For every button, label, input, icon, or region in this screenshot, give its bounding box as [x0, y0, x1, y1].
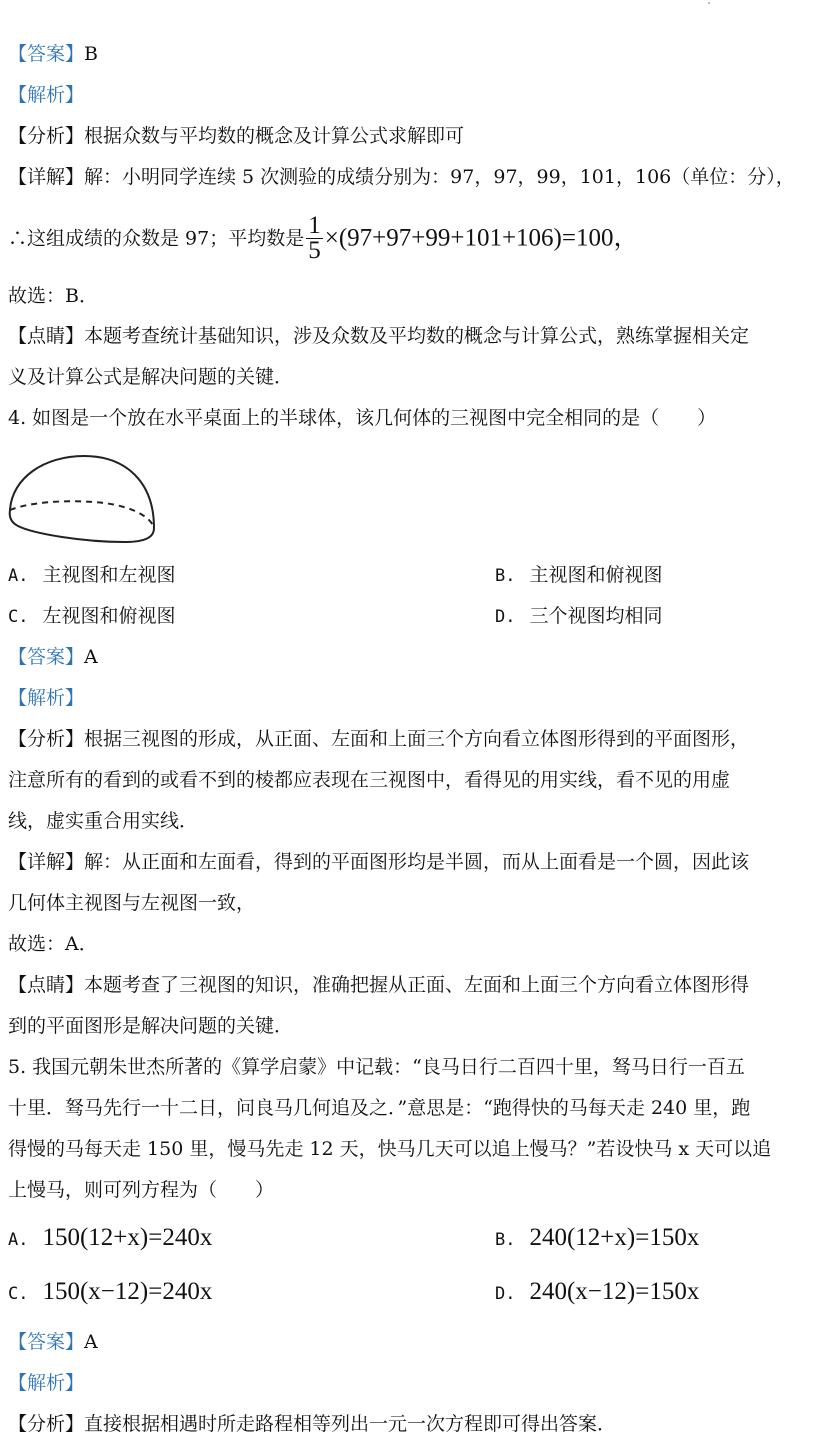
option-letter: D.	[495, 607, 516, 627]
xiangjie-tag: 【详解】	[8, 166, 85, 188]
scan-speck	[708, 2, 710, 4]
q4-option-c[interactable]	[8, 604, 176, 629]
q3-dianjing-line-2: 义及计算公式是解决问题的关键．	[8, 366, 294, 388]
q4-fenxi-line-3: 线，虚实重合用实线．	[8, 810, 199, 832]
q3-fenxi-line	[8, 124, 464, 148]
q5-option-a[interactable]	[8, 1226, 212, 1252]
q4-fenxi-line-1	[8, 727, 749, 751]
xiangjie-tag: 【详解】	[8, 851, 85, 873]
formula-expression: ×(97+97+99+101+106)=100，	[324, 224, 639, 252]
q5-stem-line-1: 5. 我国元朝朱世杰所著的《算学启蒙》中记载：“良马日行二百四十里，驽马日行一百五	[8, 1056, 745, 1078]
option-text: 主视图和左视图	[42, 564, 176, 586]
q5-stem-line-2: 十里．驽马先行一十二日，问良马几何追及之．”意思是：“跑得快的马每天走 240 里，跑	[8, 1097, 751, 1119]
formula-prefix: ∴这组成绩的众数是 97；平均数是	[8, 227, 305, 250]
q4-xiangjie-line-2: 几何体主视图与左视图一致，	[8, 892, 256, 914]
q4-stem: 4. 如图是一个放在水平桌面上的半球体，该几何体的三视图中完全相同的是（ ）	[8, 407, 717, 429]
answer-tag: 【答案】	[8, 1331, 85, 1353]
fraction	[306, 214, 323, 263]
fenxi-text: 根据众数与平均数的概念及计算公式求解即可	[84, 125, 465, 147]
q5-option-c[interactable]	[8, 1280, 212, 1306]
option-letter: B.	[495, 1230, 516, 1250]
choose-line: 故选：B．	[8, 285, 98, 307]
q3-xiangjie-line	[8, 165, 795, 189]
q5-fenxi-line	[8, 1412, 616, 1436]
q4-option-a[interactable]	[8, 563, 176, 588]
q4-option-b[interactable]	[495, 563, 663, 588]
q5-option-d[interactable]	[495, 1280, 699, 1306]
option-letter: C.	[8, 607, 29, 627]
q3-dianjing-line-1	[8, 324, 749, 348]
q4-dianjing-line-2: 到的平面图形是解决问题的关键．	[8, 1015, 294, 1037]
answer-value: B	[84, 43, 98, 65]
option-text: 主视图和俯视图	[529, 564, 663, 586]
q3-answer-line	[8, 42, 98, 66]
dianjing-text: 本题考查了三视图的知识，准确把握从正面、左面和上面三个方向看立体图形得	[84, 974, 750, 996]
q5-stem-line-3: 得慢的马每天走 150 里，慢马先走 12 天，快马几天可以追上慢马？”若设快马 x 天可以追	[8, 1138, 772, 1160]
answer-tag: 【答案】	[8, 43, 85, 65]
analysis-tag: 【解析】	[8, 1372, 85, 1394]
analysis-tag: 【解析】	[8, 687, 85, 709]
fenxi-tag: 【分析】	[8, 1413, 85, 1435]
option-equation: 150(x−12)=240x	[42, 1278, 213, 1305]
option-letter: B.	[495, 566, 516, 586]
option-letter: A.	[8, 1230, 29, 1250]
answer-value: A	[84, 1331, 98, 1353]
hemisphere-figure	[4, 448, 160, 548]
fenxi-text: 直接根据相遇时所走路程相等列出一元一次方程即可得出答案．	[84, 1413, 617, 1435]
answer-value: A	[84, 646, 98, 668]
q4-answer-line	[8, 645, 98, 669]
choose-line: 故选：A．	[8, 933, 98, 955]
fenxi-tag: 【分析】	[8, 125, 85, 147]
fraction-denominator: 5	[308, 237, 321, 264]
dianjing-tag: 【点睛】	[8, 325, 85, 347]
option-letter: C.	[8, 1284, 29, 1304]
q4-fenxi-line-2: 注意所有的看到的或看不到的棱都应表现在三视图中，看得见的用实线，看不见的用虚	[8, 769, 731, 791]
q5-option-b[interactable]	[495, 1226, 699, 1252]
q4-option-d[interactable]	[495, 604, 663, 629]
option-equation: 240(12+x)=150x	[529, 1224, 700, 1251]
q4-xiangjie-line-1	[8, 850, 749, 874]
option-text: 三个视图均相同	[529, 605, 663, 627]
q5-answer-line	[8, 1330, 98, 1354]
q4-dianjing-line-1	[8, 973, 749, 997]
answer-tag: 【答案】	[8, 646, 85, 668]
dianjing-tag: 【点睛】	[8, 974, 85, 996]
option-letter: D.	[495, 1284, 516, 1304]
dianjing-text: 本题考查统计基础知识，涉及众数及平均数的概念与计算公式，熟练掌握相关定	[84, 325, 750, 347]
fenxi-tag: 【分析】	[8, 728, 85, 750]
xiangjie-text: 解：从正面和左面看，得到的平面图形均是半圆，而从上面看是一个圆，因此该	[84, 851, 750, 873]
q3-formula-line	[8, 214, 638, 263]
option-equation: 150(12+x)=240x	[42, 1224, 213, 1251]
fenxi-text: 根据三视图的形成，从正面、左面和上面三个方向看立体图形得到的平面图形，	[84, 728, 750, 750]
option-text: 左视图和俯视图	[42, 605, 176, 627]
fraction-numerator: 1	[308, 212, 321, 239]
analysis-tag: 【解析】	[8, 84, 85, 106]
option-equation: 240(x−12)=150x	[529, 1278, 700, 1305]
xiangjie-text: 解：小明同学连续 5 次测验的成绩分别为：97，97，99，101，106（单位：分），	[84, 166, 795, 188]
q5-stem-line-4: 上慢马，则可列方程为（ ）	[8, 1179, 275, 1201]
option-letter: A.	[8, 566, 29, 586]
